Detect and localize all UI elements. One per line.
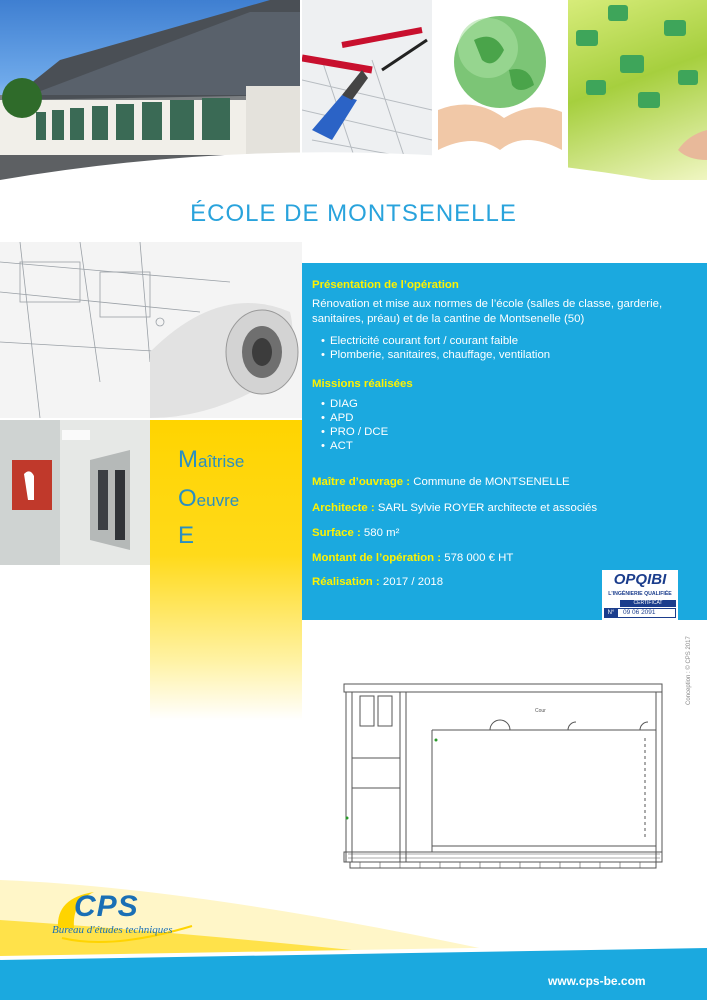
date-row — [312, 575, 443, 590]
moe-oeuvre — [178, 485, 239, 513]
cps-logo — [52, 888, 202, 948]
mission-item: • ACT — [321, 439, 353, 454]
amount-label: Montant de l’opération : — [312, 552, 442, 564]
corridor-photo — [0, 420, 150, 565]
rolled-plans-photo — [0, 242, 302, 418]
owner-row — [312, 475, 570, 490]
opqibi-tagline: L'INGÉNIERIE QUALIFIÉE — [608, 591, 672, 597]
moe-m-rest: aîtrise — [198, 452, 245, 471]
mission-item: • APD — [321, 411, 353, 426]
architect-row — [312, 501, 597, 516]
moe-o-rest: euvre — [196, 491, 240, 510]
architect-value: SARL Sylvie ROYER architecte et associés — [374, 502, 598, 514]
surface-label: Surface : — [312, 527, 361, 539]
presentation-bullet: • Plomberie, sanitaires, chauffage, ventilation — [321, 348, 550, 363]
presentation-bullet: • Electricité courant fort / courant faible — [321, 334, 518, 349]
missions-heading: Missions réalisées — [312, 378, 413, 390]
page-title: ÉCOLE DE MONTSENELLE — [190, 200, 517, 227]
moe-e — [178, 522, 194, 550]
amount-row — [312, 551, 513, 566]
presentation-line-2: sanitaires, préau) et de la cantine de Montsenelle (50) — [312, 313, 585, 325]
amount-value: 578 000 € HT — [441, 552, 514, 564]
date-value: 2017 / 2018 — [379, 576, 444, 588]
moe-maitrise — [178, 446, 244, 474]
cps-logo-tagline: Bureau d'études techniques — [52, 924, 173, 936]
opqibi-brand: OPQIBI — [613, 571, 667, 588]
presentation-heading: Présentation de l’opération — [312, 279, 459, 291]
design-credit: Conception : © CPS 2017 — [686, 636, 692, 705]
date-label: Réalisation : — [312, 576, 380, 588]
opqibi-number: 09 06 2091 — [623, 609, 656, 616]
mission-item: • DIAG — [321, 397, 358, 412]
moe-e-initial: E — [178, 522, 195, 549]
moe-o-initial: O — [178, 485, 197, 512]
opqibi-certification-badge — [602, 570, 678, 620]
floor-plan-drawing — [340, 668, 672, 874]
cps-logo-name: CPS — [74, 890, 139, 923]
moe-m-initial: M — [178, 446, 198, 473]
surface-value: 580 m² — [360, 527, 400, 539]
surface-row — [312, 526, 399, 541]
opqibi-certificat: CERTIFICAT — [620, 600, 676, 607]
owner-value: Commune de MONTSENELLE — [410, 476, 570, 488]
mission-item: • PRO / DCE — [321, 425, 388, 440]
architect-label: Architecte : — [312, 502, 375, 514]
presentation-line-1: Rénovation et mise aux normes de l’école (salles de classe, garderie, — [312, 298, 663, 310]
plan-cour-label: Cour — [535, 708, 546, 714]
opqibi-number-box — [604, 608, 676, 618]
website-url[interactable]: www.cps-be.com — [548, 974, 646, 988]
opqibi-no-label: N° — [604, 608, 618, 618]
owner-label: Maître d’ouvrage : — [312, 476, 411, 488]
